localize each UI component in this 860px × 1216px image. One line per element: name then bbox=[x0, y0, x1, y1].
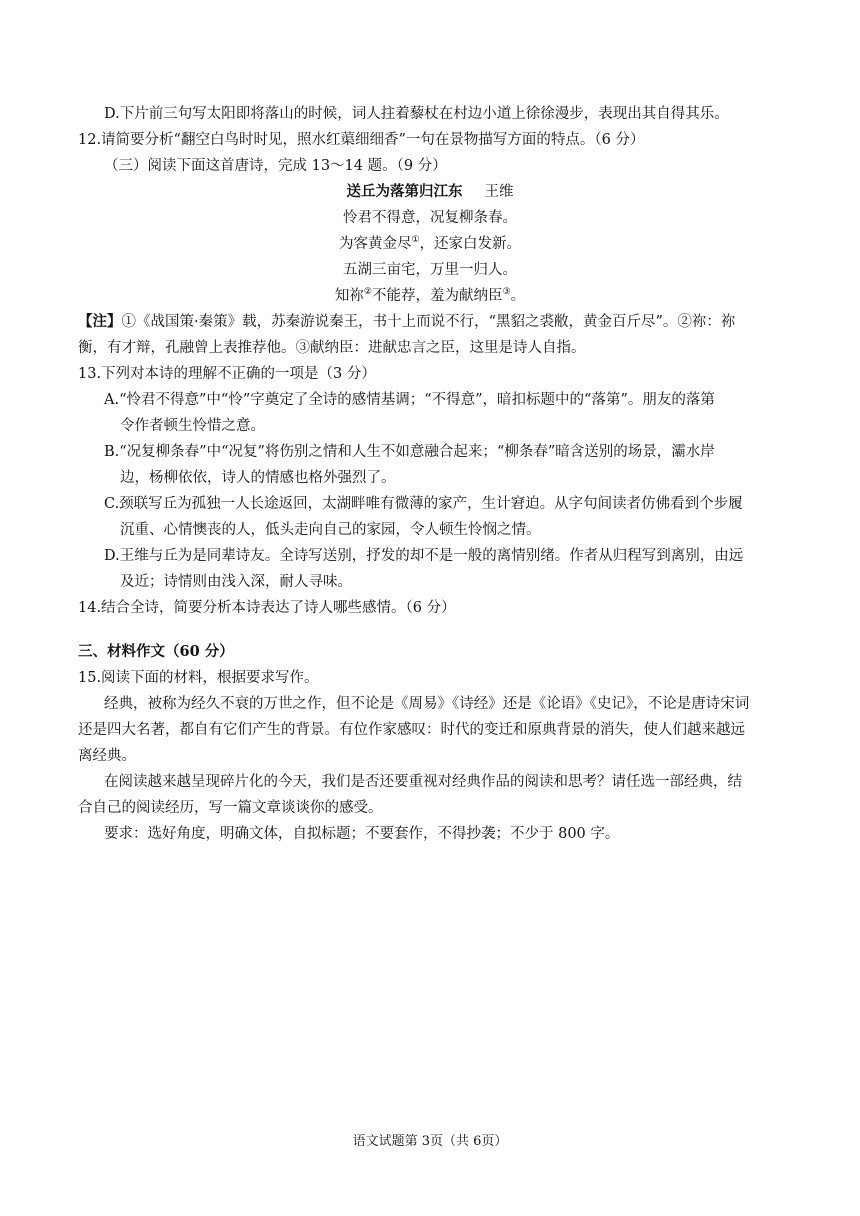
footnote-marker-2: ② bbox=[363, 287, 372, 298]
section3-intro: （三）阅读下面这首唐诗，完成 13～14 题。（9 分） bbox=[104, 158, 447, 174]
q13-option-b-line-1: B.“况复柳条春”中“况复”将伤别之情和人生不如意融合起来；“柳条春”暗含送别的场景，灞水岸 bbox=[104, 444, 715, 460]
note-line-2: 衡，有才辩，孔融曾上表推荐他。③献纳臣：进献忠言之臣，这里是诗人自指。 bbox=[78, 340, 586, 356]
q14-text: 14.结合全诗，简要分析本诗表达了诗人哪些感情。（6 分） bbox=[78, 600, 456, 616]
q13-option-c-line-1: C.颈联写丘为孤独一人长途返回，太湖畔唯有微薄的家产，生计窘迫。从字句间读者仿佛看到个步履 bbox=[104, 496, 743, 512]
q13-option-b-line-2: 边，杨柳依依，诗人的情感也格外强烈了。 bbox=[120, 470, 396, 486]
writing-requirements: 要求：选好角度，明确文体，自拟标题；不要套作，不得抄袭；不少于 800 字。 bbox=[104, 826, 620, 842]
poem-title: 送丘为落第归江东 bbox=[346, 183, 463, 200]
footnote-marker-1: ① bbox=[411, 235, 420, 246]
material-p2-line-2: 合自己的阅读经历，写一篇文章谈谈你的感受。 bbox=[78, 800, 383, 816]
q15-stem: 15.阅读下面的材料，根据要求写作。 bbox=[78, 670, 319, 686]
poem-line-2 bbox=[0, 234, 860, 254]
poem-author: 王维 bbox=[484, 184, 514, 200]
poem-line-3: 五湖三亩宅，万里一归人。 bbox=[343, 262, 517, 278]
footnote-marker-3: ③ bbox=[502, 287, 511, 298]
note-text-1: ①《战国策·秦策》载，苏秦游说秦王，书十上而说不行，“黑貂之裘敝，黄金百斤尽”。②祢：祢 bbox=[121, 314, 736, 330]
note-line-1 bbox=[78, 312, 735, 332]
q13-stem: 13.下列对本诗的理解不正确的一项是（3 分） bbox=[78, 366, 376, 382]
poem-line-4 bbox=[0, 286, 860, 306]
page-footer: 语文试题第 3页（共 6页） bbox=[352, 1134, 508, 1149]
q13-option-d-line-2: 及近；诗情则由浅入深，耐人寻味。 bbox=[120, 574, 352, 590]
material-p2-line-1: 在阅读越来越呈现碎片化的今天，我们是否还要重视对经典作品的阅读和思考？请任选一部经典，结 bbox=[104, 774, 742, 790]
q13-option-a-line-2: 令作者顿生怜惜之意。 bbox=[120, 418, 265, 434]
poem-line-4-part-c: 。 bbox=[510, 288, 526, 304]
part3-heading: 三、材料作文（60 分） bbox=[78, 643, 234, 660]
material-p1-line-1: 经典，被称为经久不衰的万世之作，但不论是《周易》《诗经》还是《论语》《史记》，不论是唐诗宋词 bbox=[104, 696, 750, 712]
q13-option-d-line-1: D.王维与丘为是同辈诗友。全诗写送别，抒发的却不是一般的离情别绪。作者从归程写到离别，由远 bbox=[104, 548, 744, 564]
poem-line-2-part-a: 为客黄金尽 bbox=[338, 236, 412, 252]
poem-line-4-part-a: 知祢 bbox=[334, 288, 364, 304]
material-p1-line-3: 离经典。 bbox=[78, 748, 136, 764]
material-p1-line-2: 还是四大名著，都自有它们产生的背景。有位作家感叹：时代的变迁和原典背景的消失，使人们越来越远 bbox=[78, 722, 745, 738]
q11-option-d: D.下片前三句写太阳即将落山的时候，词人拄着藜杖在村边小道上徐徐漫步，表现出其自得其乐。 bbox=[104, 106, 729, 122]
q12-text: 12.请简要分析“翻空白鸟时时见，照水红蕖细细香”一句在景物描写方面的特点。（6 分） bbox=[78, 132, 645, 148]
poem-heading bbox=[0, 182, 860, 202]
poem-line-2-part-b: ，还家白发新。 bbox=[419, 236, 522, 252]
q13-option-c-line-2: 沉重、心情懊丧的人，低头走向自己的家园，令人顿生怜悯之情。 bbox=[120, 522, 541, 538]
poem-line-1: 怜君不得意，况复柳条春。 bbox=[343, 210, 517, 226]
note-label: 【注】 bbox=[78, 313, 122, 330]
q13-option-a-line-1: A.“怜君不得意”中“怜”字奠定了全诗的感情基调；“不得意”，暗扣标题中的“落第”。朋友的落第 bbox=[104, 392, 715, 408]
poem-line-4-part-b: 不能荐，羞为献纳臣 bbox=[372, 288, 503, 304]
